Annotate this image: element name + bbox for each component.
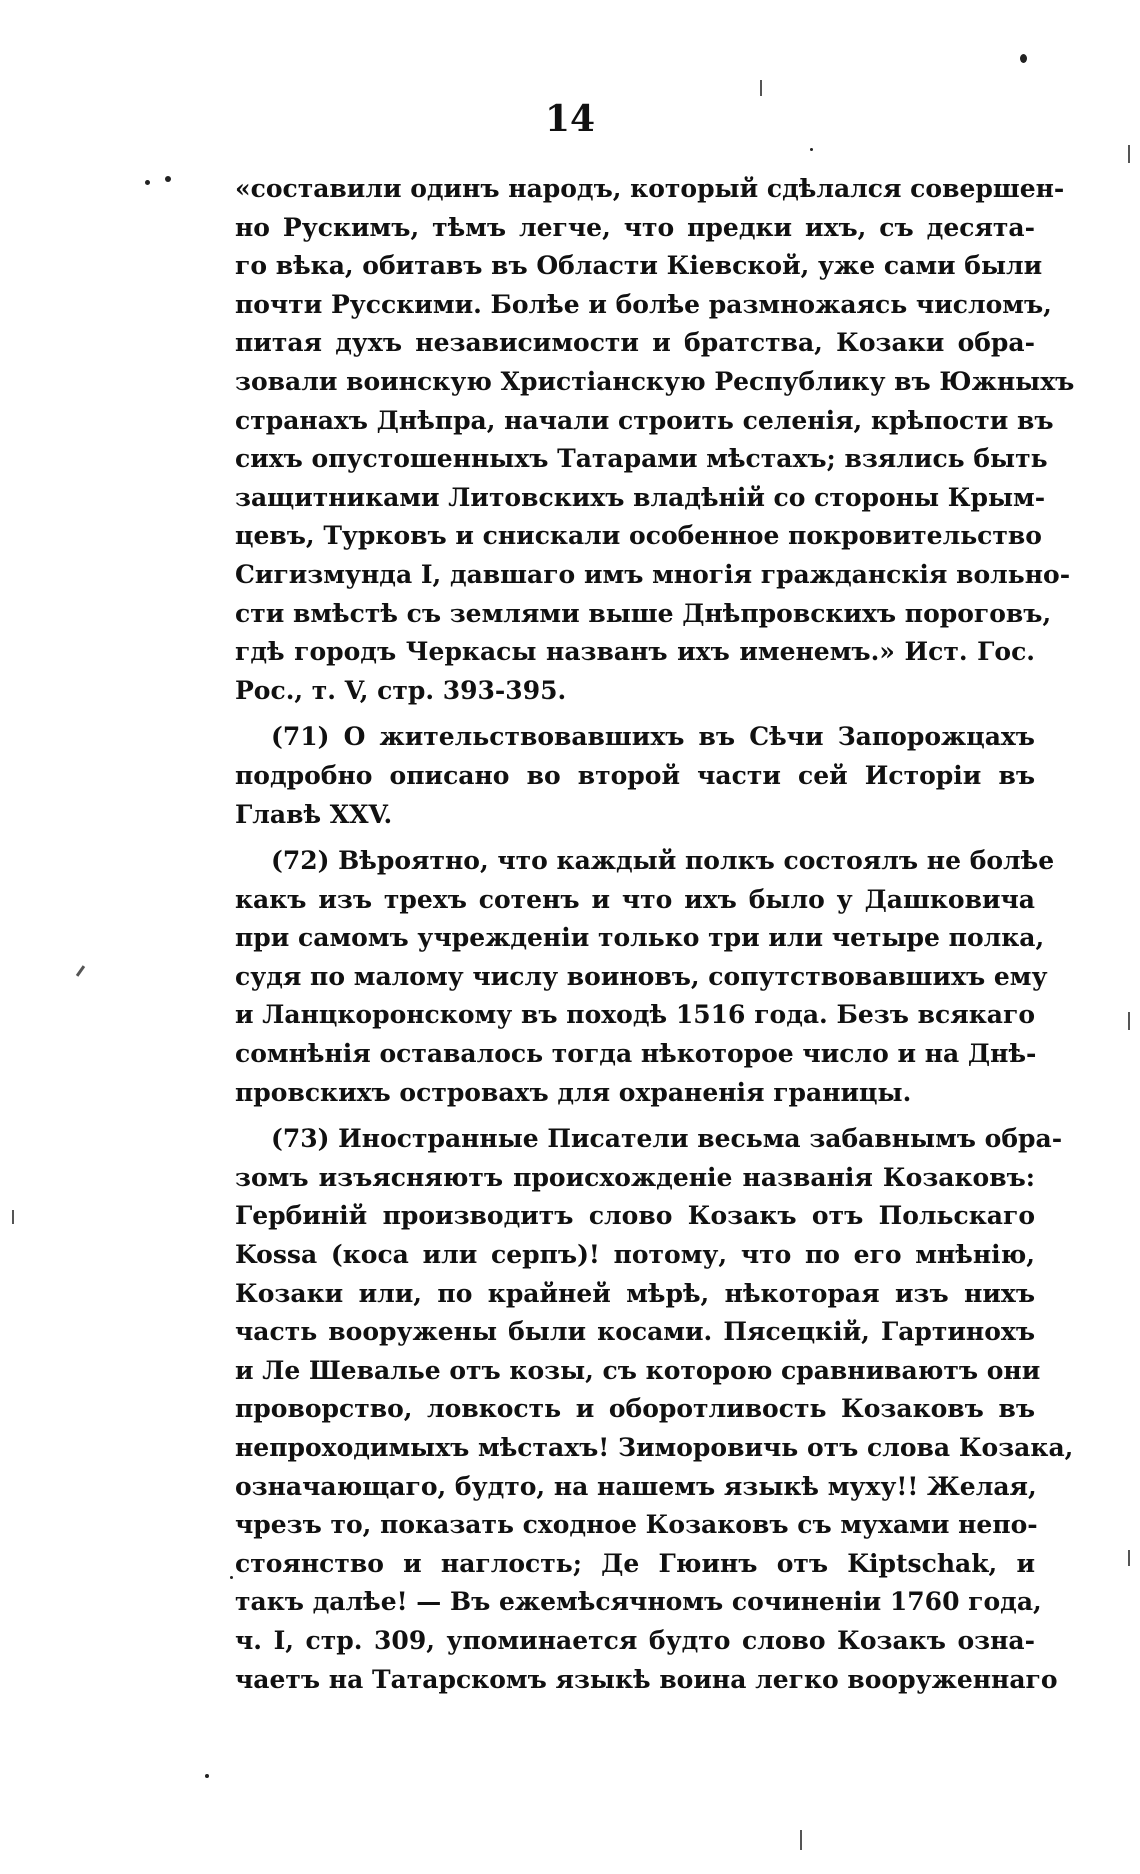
text-line: сихъ опустошенныхъ Татарами мѣстахъ; взялись быть [235,444,1048,474]
text-line: такъ далѣе! — Въ ежемѣсячномъ сочиненіи 1760 года, [235,1587,1042,1617]
text-line: питая духъ независимости и братства, Козаки обра- [235,328,1035,358]
text-line: провскихъ островахъ для охраненія границы. [235,1077,912,1107]
text-line: означающаго, будто, на нашемъ языкѣ муху!! Желая, [235,1471,1037,1501]
text-line: зомъ изъясняютъ происхожденіе названія Козаковъ: [235,1162,1035,1192]
footnote-71 [235,718,1035,834]
scan-speck [810,148,813,151]
footnote-72 [235,842,1055,1112]
text-line: судя по малому числу воиновъ, сопутствовавшихъ ему [235,961,1048,991]
text-line: (73) Иностранные Писатели весьма забавнымъ обра- [271,1124,1063,1154]
text-line: но Рускимъ, тѣмъ легче, что предки ихъ, съ десята- [235,212,1035,242]
text-line: сти вмѣстѣ съ землями выше Днѣпровскихъ пороговъ, [235,598,1052,628]
scan-speck [145,180,150,185]
scan-speck [1020,54,1027,63]
footnote-73 [235,1120,1074,1699]
text-line: (71) О жительствовавшихъ въ Сѣчи Запорожцахъ [271,722,1035,752]
text-line: и Ланцкоронскому въ походѣ 1516 года. Безъ всякаго [235,1000,1035,1030]
page-number: 14 [544,98,596,140]
text-line: подробно описано во второй части сей Исторіи въ [235,760,1035,790]
text-line: Козаки или, по крайней мѣрѣ, нѣкоторая изъ нихъ [235,1278,1035,1308]
page-body [235,170,1075,1699]
text-line: проворство, ловкость и оборотливость Козаковъ въ [235,1394,1035,1424]
scan-mark [800,1830,802,1850]
text-line: (72) Вѣроятно, что каждый полкъ состоялъ не болѣе [271,846,1055,876]
text-line: чаетъ на Татарскомъ языкѣ воина легко вооруженнаго [235,1664,1058,1694]
text-line: защитниками Литовскихъ владѣній со стороны Крым- [235,482,1046,512]
text-line: при самомъ учрежденіи только три или четыре полка, [235,923,1045,953]
text-line: Сигизмунда I, давшаго имъ многія гражданскія вольно- [235,559,1071,589]
text-line: «составили одинъ народъ, который сдѣлался совершен- [235,174,1065,203]
text-line: стоянство и наглость; Де Гюинъ отъ Kiptschak, и [235,1548,1035,1578]
text-line: и Ле Шевалье отъ козы, съ которою сравниваютъ они [235,1355,1041,1385]
text-line: непроходимыхъ мѣстахъ! Зиморовичь отъ слова Козака, [235,1433,1074,1462]
scan-mark [1128,145,1130,163]
text-line: чрезъ то, показать сходное Козаковъ съ мухами непо- [235,1510,1038,1540]
text-line: странахъ Днѣпра, начали строить селенія, крѣпости въ [235,405,1054,435]
scan-mark [760,80,762,96]
text-line: ч. I, стр. 309, упоминается будто слово Козакъ озна- [235,1625,1035,1655]
text-line: Рос., т. V, стр. 393-395. [235,675,567,705]
text-line: часть вооружены были косами. Пясецкій, Гартинохъ [235,1317,1035,1347]
text-line: гдѣ городъ Черкасы названъ ихъ именемъ.» Ист. Гос. [235,637,1035,667]
scan-mark [12,1210,14,1224]
scan-speck [165,176,171,182]
text-line: сомнѣнія оставалось тогда нѣкоторое число и на Днѣ- [235,1039,1037,1069]
text-line: какъ изъ трехъ сотенъ и что ихъ было у Дашковича [235,884,1035,914]
text-line: го вѣка, обитавъ въ Области Кіевской, уже сами были [235,251,1043,281]
scan-mark [76,965,85,977]
text-line: цевъ, Турковъ и снискали особенное покровительство [235,521,1042,551]
text-line: Kossa (коса или серпъ)! потому, что по его мнѣнію, [235,1240,1035,1270]
text-line: почти Русскими. Болѣе и болѣе размножаясь числомъ, [235,289,1052,319]
scan-mark [1128,1012,1130,1030]
text-line: Главѣ XXV. [235,799,393,829]
scan-mark [1128,1550,1130,1566]
scan-speck [205,1774,209,1778]
text-line: зовали воинскую Христіанскую Республику въ Южныхъ [235,366,1075,396]
paragraph-quote-continuation [235,170,1075,710]
scan-speck [230,1576,233,1579]
text-line: Гербиній производитъ слово Козакъ отъ Польскаго [235,1201,1035,1231]
